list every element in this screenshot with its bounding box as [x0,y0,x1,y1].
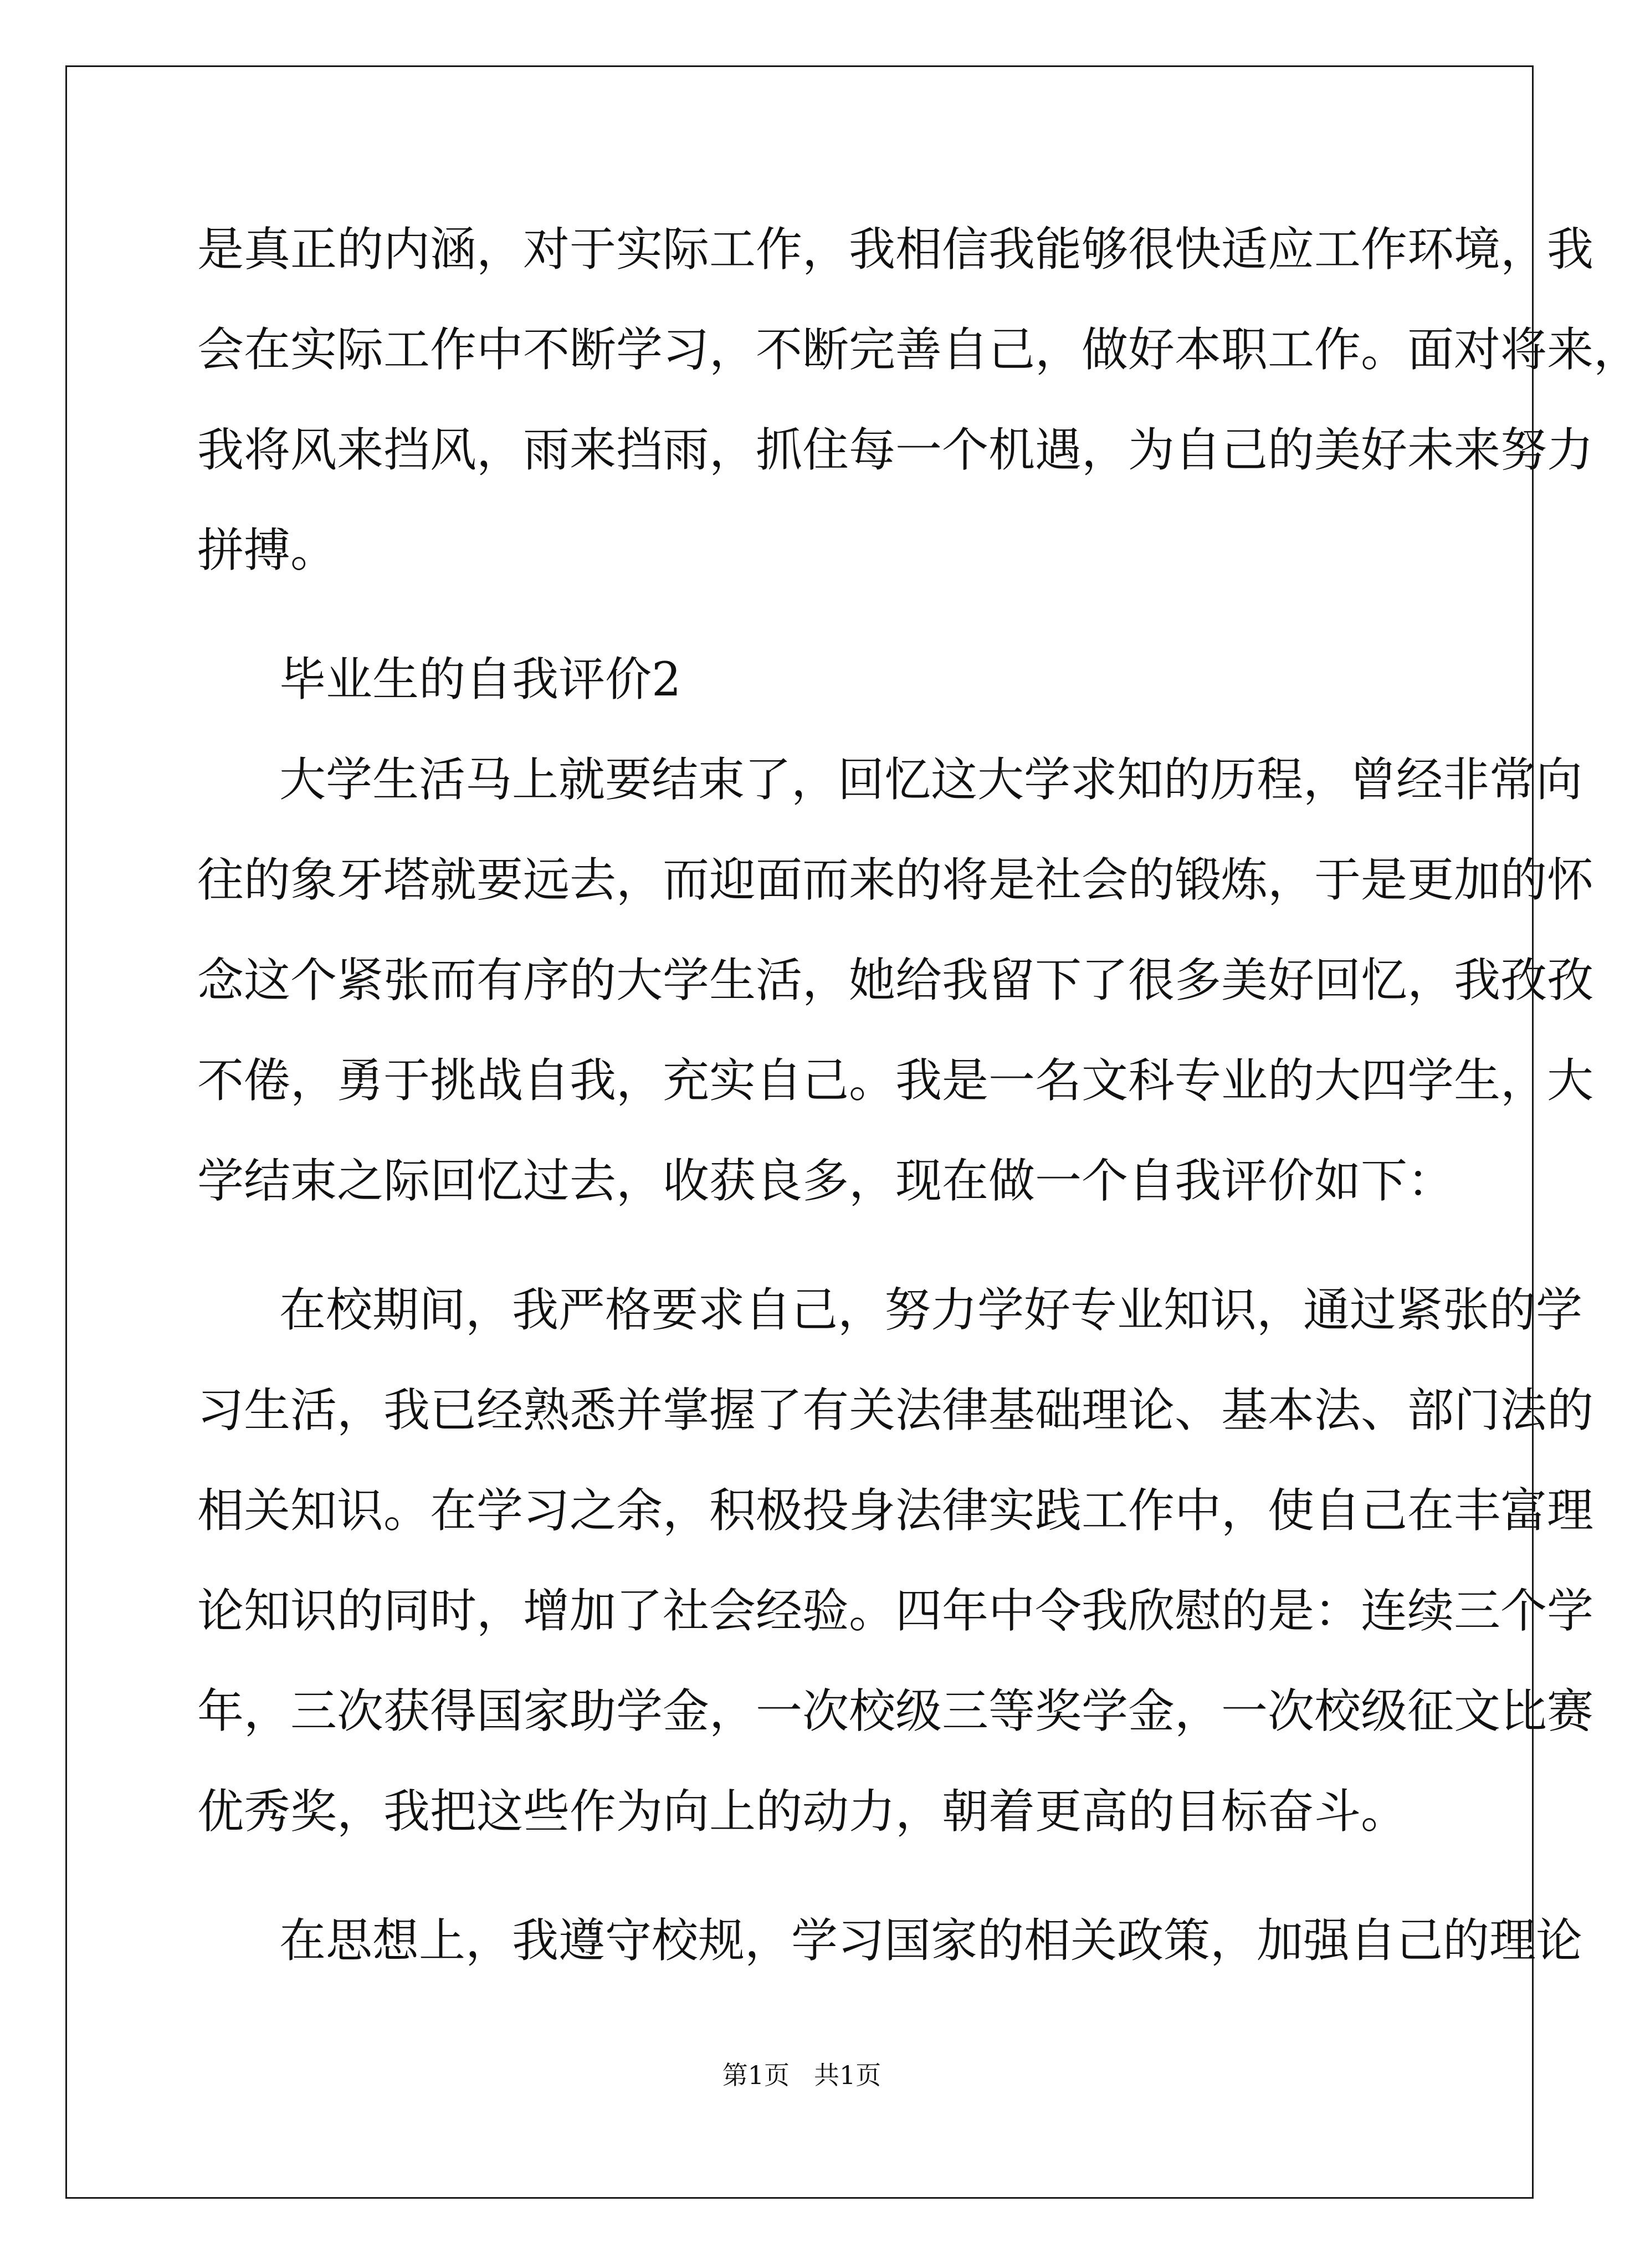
paragraph-line: 习生活，我已经熟悉并掌握了有关法律基础理论、基本法、部门法的 [197,1383,1594,1437]
page-border [65,65,1640,2199]
paragraph-line: 学结束之际回忆过去，收获良多，现在做一个自我评价如下： [197,1154,1454,1208]
paragraph-line: 在校期间，我严格要求自己，努力学好专业知识，通过紧张的学 [279,1283,1583,1337]
paragraph-line: 是真正的内涵，对于实际工作，我相信我能够很快适应工作环境，我 [197,222,1594,277]
paragraph-line: 大学生活马上就要结束了，回忆这大学求知的历程，曾经非常向 [279,752,1583,807]
paragraph-line: 优秀奖，我把这些作为向上的动力，朝着更高的目标奋斗。 [197,1784,1408,1839]
paragraph-line: 在思想上，我遵守校规，学习国家的相关政策，加强自己的理论 [279,1913,1583,1968]
page-footer [0,2056,1603,2095]
paragraph-line: 不倦，勇于挑战自我，充实自己。我是一名文科专业的大四学生，大 [197,1053,1594,1108]
paragraph-line: 往的象牙塔就要远去，而迎面而来的将是社会的锻炼，于是更加的怀 [197,853,1594,907]
paragraph-line: 论知识的同时，增加了社会经验。四年中令我欣慰的是：连续三个学 [197,1584,1594,1638]
paragraph-line: 念这个紧张而有序的大学生活，她给我留下了很多美好回忆，我孜孜 [197,953,1594,1007]
paragraph-line: 拼搏。 [197,523,337,577]
page-number: 第1页 [722,2060,790,2090]
paragraph-line: 年，三次获得国家助学金，一次校级三等奖学金，一次校级征文比赛 [197,1684,1594,1738]
page-total: 共1页 [813,2060,882,2090]
paragraph-line: 会在实际工作中不断学习，不断完善自己，做好本职工作。面对将来， [197,322,1640,377]
paragraph-line: 我将风来挡风，雨来挡雨，抓住每一个机遇，为自己的美好未来努力 [197,423,1594,477]
section-heading: 毕业生的自我评价2 [279,652,681,706]
paragraph-line: 相关知识。在学习之余，积极投身法律实践工作中，使自己在丰富理 [197,1483,1594,1538]
